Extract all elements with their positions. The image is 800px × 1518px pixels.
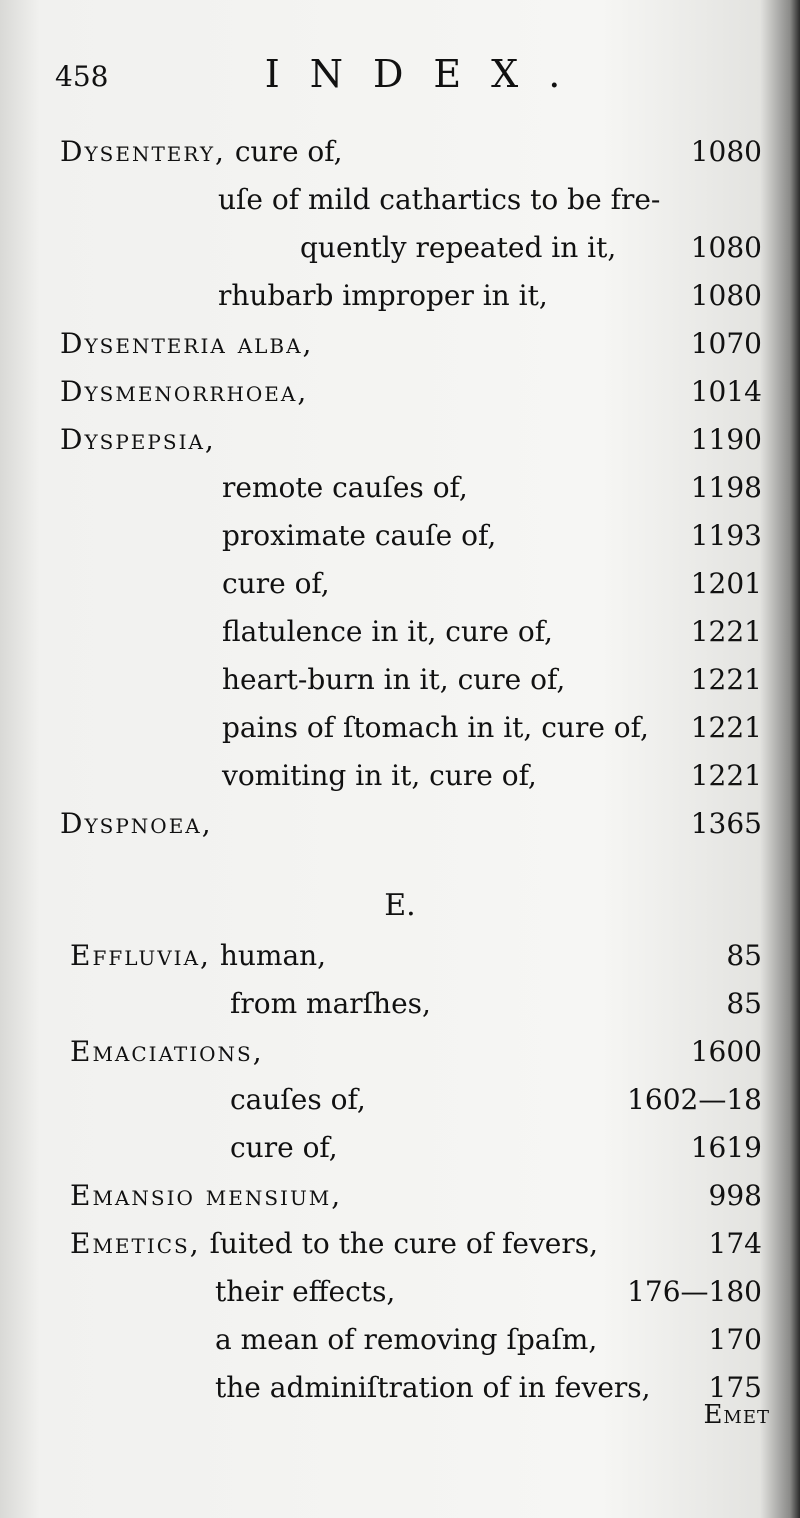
- entry-label: [230, 980, 431, 1028]
- entry-page-number: 998: [708, 1179, 762, 1212]
- entry-label: [222, 752, 537, 800]
- index-entry: [0, 1172, 800, 1220]
- entry-label: [222, 656, 565, 704]
- entry-term: Emaciations,: [70, 1035, 264, 1068]
- index-entry: [0, 1028, 800, 1076]
- index-entry: [0, 320, 800, 368]
- index-entry: [0, 1076, 800, 1124]
- index-entry: [0, 1124, 800, 1172]
- index-entry: [0, 608, 800, 656]
- entry-page-number: 1080: [690, 279, 762, 312]
- index-entry: [0, 128, 800, 176]
- index-entry: [0, 980, 800, 1028]
- entry-label: [70, 1220, 598, 1268]
- entry-page-number: 1080: [690, 231, 762, 264]
- entry-label: [70, 932, 326, 980]
- entry-page-number: 1080: [690, 135, 762, 168]
- entry-page-number: 1221: [690, 615, 762, 648]
- entry-text: uſe of mild cathartics to be fre-: [218, 183, 661, 216]
- entry-term: Dyspnoea,: [60, 807, 213, 840]
- entry-term: Dysentery,: [60, 135, 226, 168]
- index-entry: [0, 752, 800, 800]
- index-entry: [0, 1268, 800, 1316]
- index-entries-e: [0, 932, 800, 1412]
- section-letter: E.: [384, 888, 416, 923]
- entry-text: cure of,: [225, 135, 343, 168]
- entry-text: cauſes of,: [230, 1083, 366, 1116]
- entry-text: cure of,: [230, 1131, 338, 1164]
- entry-term: Effluvia,: [70, 939, 211, 972]
- entry-page-number: 170: [708, 1323, 762, 1356]
- entry-page-number: 1198: [690, 471, 762, 504]
- index-entry: [0, 368, 800, 416]
- entry-text: their effects,: [215, 1275, 396, 1308]
- index-entry: [0, 656, 800, 704]
- index-entry: [0, 560, 800, 608]
- entry-page-number: 1221: [690, 711, 762, 744]
- entry-text: cure of,: [222, 567, 330, 600]
- entry-label: [60, 368, 308, 416]
- index-entry: [0, 224, 800, 272]
- entry-text: flatulence in it, cure of,: [222, 615, 553, 648]
- entry-page-number: 1619: [690, 1131, 762, 1164]
- entry-page-number: 1365: [690, 807, 762, 840]
- index-entry: [0, 800, 800, 848]
- index-entry: [0, 272, 800, 320]
- index-entry: [0, 704, 800, 752]
- entry-label: [70, 1028, 264, 1076]
- entry-label: [230, 1076, 366, 1124]
- entry-page-number: 1201: [690, 567, 762, 600]
- index-entry: [0, 464, 800, 512]
- entry-label: [222, 560, 330, 608]
- entry-text: rhubarb improper in it,: [218, 279, 548, 312]
- index-entry: [0, 512, 800, 560]
- entry-page-number: 1193: [690, 519, 762, 552]
- index-entry: [0, 1364, 800, 1412]
- entry-term: Dysenteria alba,: [60, 327, 314, 360]
- entry-label: [218, 272, 548, 320]
- entry-label: [60, 320, 313, 368]
- entry-label: [70, 1172, 342, 1220]
- entry-text: the adminiſtration of in fevers,: [215, 1371, 651, 1404]
- entry-text: vomiting in it, cure of,: [222, 759, 537, 792]
- entry-label: [60, 416, 216, 464]
- entry-page-number: 1070: [690, 327, 762, 360]
- entry-label: [215, 1316, 597, 1364]
- page-number: 458: [55, 60, 109, 93]
- entry-page-number: 1602—18: [627, 1083, 762, 1116]
- entry-page-number: 85: [726, 939, 762, 972]
- entry-page-number: 1190: [690, 423, 762, 456]
- entry-label: [215, 1364, 651, 1412]
- page-title: INDEX.: [264, 52, 591, 96]
- entry-text: proximate cauſe of,: [222, 519, 497, 552]
- entry-label: [215, 1268, 395, 1316]
- entry-label: [60, 800, 213, 848]
- entry-text: pains of ſtomach in it, cure of,: [222, 711, 649, 744]
- entry-label: [300, 224, 616, 272]
- entry-page-number: 1014: [690, 375, 762, 408]
- entry-text: human,: [210, 939, 327, 972]
- entry-label: [230, 1124, 338, 1172]
- entry-page-number: 1600: [690, 1035, 762, 1068]
- entry-term: Emansio mensium,: [70, 1179, 343, 1212]
- index-entry: [0, 1220, 800, 1268]
- entry-page-number: 175: [708, 1371, 762, 1404]
- entry-page-number: 174: [708, 1227, 762, 1260]
- entry-term: Emetics,: [70, 1227, 201, 1260]
- catchword: Emet: [703, 1400, 770, 1430]
- page-header: [55, 52, 760, 102]
- entry-page-number: 1221: [690, 759, 762, 792]
- entry-label: [222, 608, 553, 656]
- entry-page-number: 1221: [690, 663, 762, 696]
- entry-page-number: 85: [726, 987, 762, 1020]
- entry-term: Dysmenorrhoea,: [60, 375, 309, 408]
- entry-text: a mean of removing ſpaſm,: [215, 1323, 598, 1356]
- entry-page-number: 176—180: [627, 1275, 762, 1308]
- entry-text: from marſhes,: [230, 987, 431, 1020]
- entry-label: [218, 176, 660, 224]
- entry-text: ſuited to the cure of fevers,: [200, 1227, 599, 1260]
- entry-text: remote cauſes of,: [222, 471, 468, 504]
- entry-label: [222, 464, 468, 512]
- entry-label: [222, 704, 649, 752]
- entry-term: Dyspepsia,: [60, 423, 216, 456]
- index-entries-d: [0, 128, 800, 848]
- entry-label: [222, 512, 496, 560]
- index-entry: [0, 416, 800, 464]
- index-entry: [0, 176, 800, 224]
- entry-label: [60, 128, 343, 176]
- entry-text: heart-burn in it, cure of,: [222, 663, 566, 696]
- index-entry: [0, 932, 800, 980]
- entry-text: quently repeated in it,: [300, 231, 617, 264]
- index-entry: [0, 1316, 800, 1364]
